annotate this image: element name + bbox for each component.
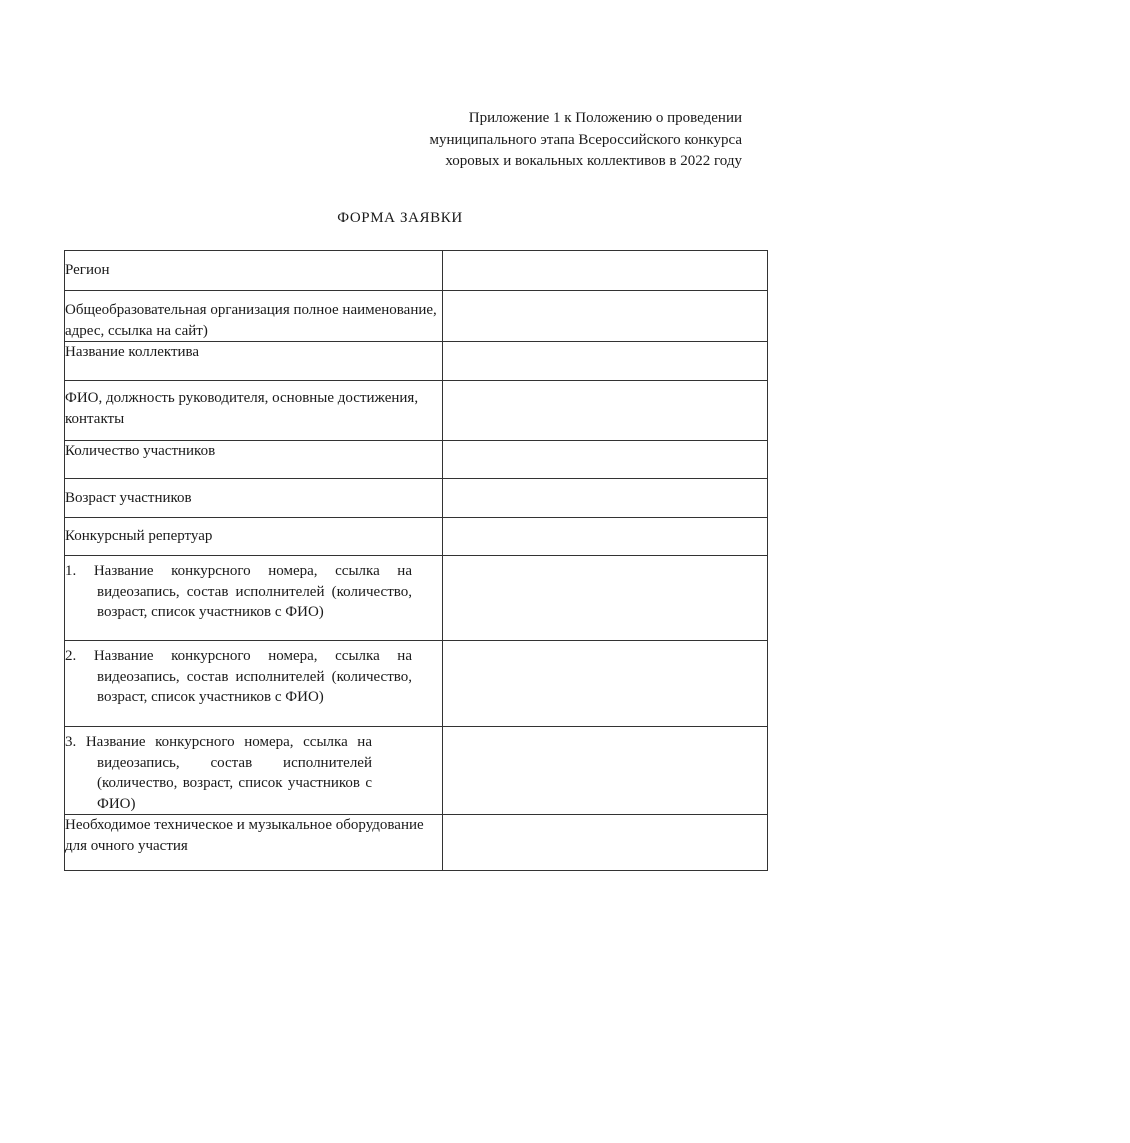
- row-label: Название коллектива: [65, 342, 443, 381]
- appendix-line: муниципального этапа Всероссийского конкурса: [429, 131, 742, 148]
- repertoire-item-text: 3. Название конкурсного номера, ссылка на видеозапись, состав исполнителей (количество, возраст, список участников с ФИО): [65, 734, 372, 812]
- row-label: Необходимое техническое и музыкальное оборудование для очного участия: [65, 815, 443, 871]
- row-value-field[interactable]: [443, 518, 768, 556]
- row-value-field[interactable]: [443, 381, 768, 441]
- row-label: [65, 727, 443, 815]
- row-label: [65, 641, 443, 727]
- row-value-field[interactable]: [443, 342, 768, 381]
- row-label: Возраст участников: [65, 479, 443, 518]
- repertoire-item-text: 2. Название конкурсного номера, ссылка на видеозапись, состав исполнителей (количество, возраст, список участников с ФИО): [65, 648, 412, 705]
- table-row: [65, 556, 768, 641]
- row-value-field[interactable]: [443, 479, 768, 518]
- row-value-field[interactable]: [443, 556, 768, 641]
- table-row: [65, 291, 768, 342]
- table-row: [65, 727, 768, 815]
- row-value-field[interactable]: [443, 815, 768, 871]
- table-row: [65, 251, 768, 291]
- appendix-note: [342, 108, 742, 173]
- row-label: Количество участников: [65, 441, 443, 479]
- table-row: [65, 815, 768, 871]
- row-value-field[interactable]: [443, 291, 768, 342]
- repertoire-item-text: 1. Название конкурсного номера, ссылка на видеозапись, состав исполнителей (количество, возраст, список участников с ФИО): [65, 563, 412, 620]
- row-label: Регион: [65, 251, 443, 291]
- application-form-table: [64, 250, 768, 871]
- row-value-field[interactable]: [443, 441, 768, 479]
- row-label: ФИО, должность руководителя, основные достижения, контакты: [65, 381, 443, 441]
- row-value-field[interactable]: [443, 727, 768, 815]
- table-row: [65, 641, 768, 727]
- table-row: [65, 342, 768, 381]
- table-row: [65, 479, 768, 518]
- form-title: ФОРМА ЗАЯВКИ: [337, 210, 463, 226]
- appendix-line: Приложение 1 к Положению о проведении: [468, 110, 742, 126]
- row-label: Конкурсный репертуар: [65, 518, 443, 556]
- appendix-line: хоровых и вокальных коллективов в 2022 году: [445, 153, 742, 169]
- row-label: [65, 556, 443, 641]
- table-row: [65, 381, 768, 441]
- row-value-field[interactable]: [443, 641, 768, 727]
- table-row: [65, 441, 768, 479]
- row-value-field[interactable]: [443, 251, 768, 291]
- table-row: [65, 518, 768, 556]
- row-label: Общеобразовательная организация полное наименование, адрес, ссылка на сайт): [65, 291, 443, 342]
